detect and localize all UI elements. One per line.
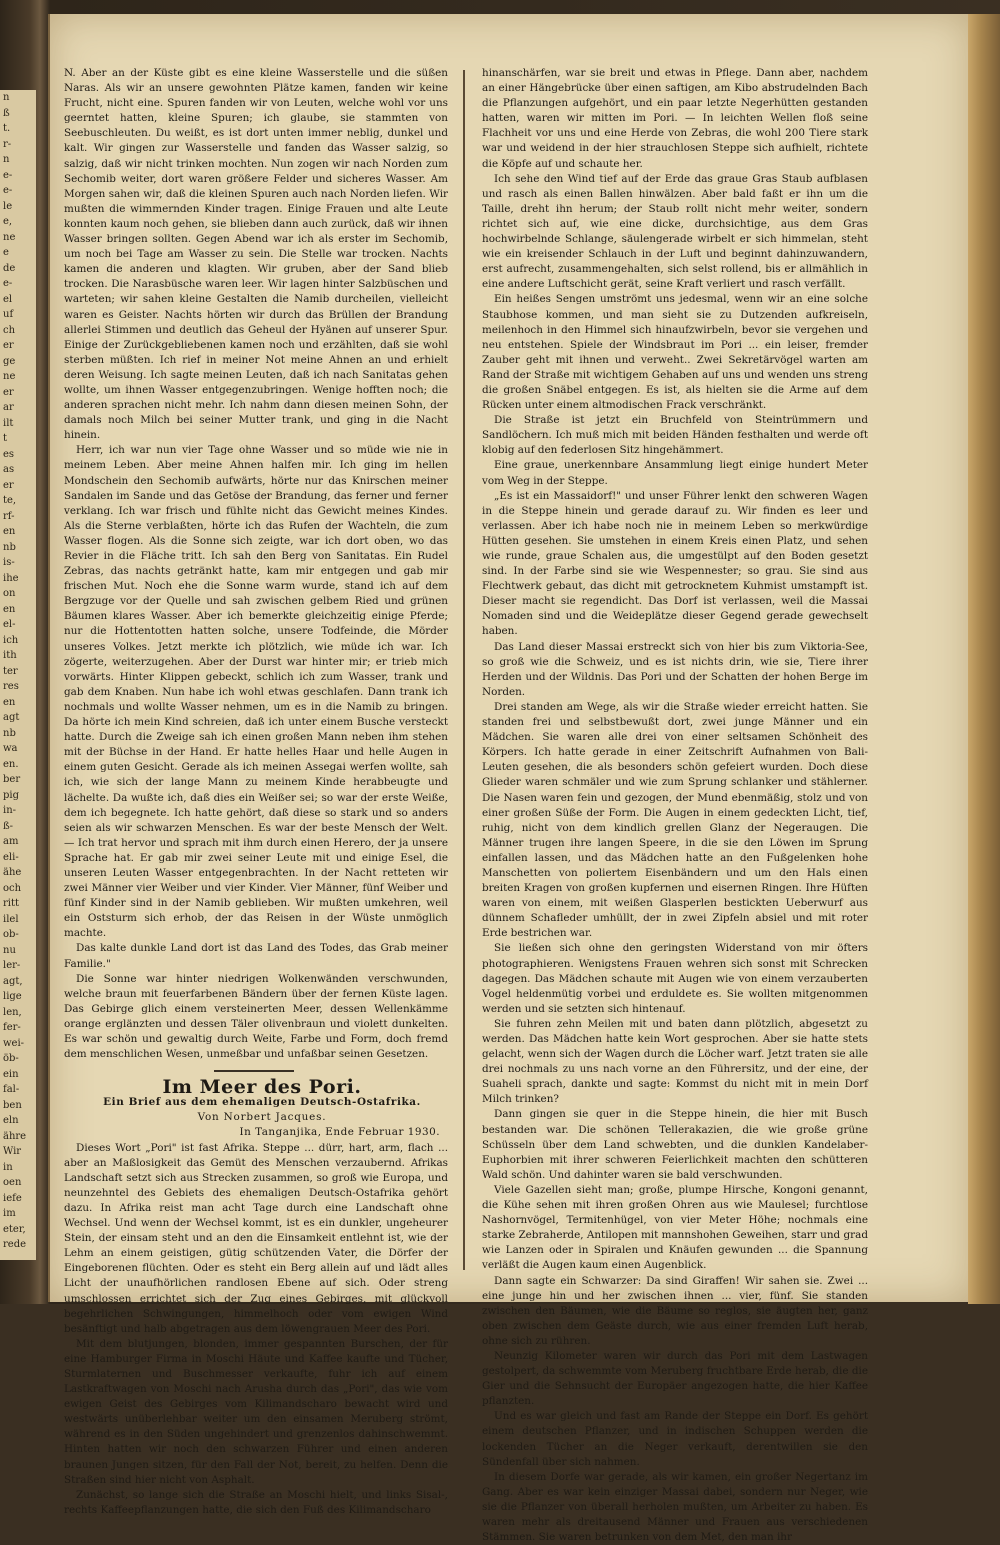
left-column <box>64 66 448 1518</box>
article-author: Von Norbert Jacques. <box>197 1111 327 1124</box>
prev-page-fragment: ter <box>3 665 18 677</box>
prev-page-fragment: te, <box>3 495 17 506</box>
prev-page-fragment: ler- <box>3 960 21 971</box>
paragraph: Sie fuhren zehn Meilen mit und baten dann plötzlich, abgesetzt zu werden. Das Mädchen hatte kein Wort gesprochen. Aber sie hatte stets gelacht, wenn sich der Wagen durch die Löcher warf. Jetzt traten sie alle drei nochmals zu uns nach vorne an den Führersitz, und der eine, der Suaheli sprach, dankte und sagte: Kommst du nicht mit in mein Dorf Milch trinken? <box>482 1017 868 1106</box>
paragraph: In diesem Dorfe war gerade, als wir kamen, ein großer Negertanz im Gang. Aber es war kein einziger Massai dabei, sondern nur Neger, wie sie die Pflanzer von überall herholen mußten, um Arbeiter zu haben. Es waren mehr als dreitausend Männer und Frauen aus verschiedenen Stämmen. Sie waren betrunken von dem Met, den man ihr <box>482 1470 868 1544</box>
prev-page-fragment: n <box>3 92 10 103</box>
prev-page-fragment: ähre <box>3 1130 27 1142</box>
prev-page-fragment: e- <box>3 185 13 196</box>
prev-page-fragment: ne <box>3 371 16 382</box>
prev-page-fragment: ilel <box>3 913 19 925</box>
prev-page-fragment: ge <box>3 355 16 367</box>
prev-page-fragment: er <box>3 386 14 398</box>
paragraph: Viele Gazellen sieht man; große, plumpe Hirsche, Kongoni genannt, die Kühe sehen mit ihren großen Ohren aus wie Maulesel; furchtlose Nashornvögel, Termitenhügel, von vier Meter Höhe; nochmals eine starke Zebraherde, Antilopen mit mannshohen Geweihen, starr und grad wie Lanzen oder in Spiralen und Knäufen gewunden ... die Spannung verläßt die Augen kaum einen Augenblick. <box>482 1183 868 1272</box>
prev-page-fragment: ritt <box>3 898 20 909</box>
prev-page-fragment: de <box>3 262 16 274</box>
paragraph: Drei standen am Wege, als wir die Straße wieder erreicht hatten. Sie standen frei und selbstbewußt dort, zwei junge Männer und ein Mädchen. Sie waren alle drei von einer seltsamen Schönheit des Körpers. Ich hatte gerade in einer Zeitschrift Aufnahmen von Bali-Leuten gesehen, die als besonders schön gefeiert wurden. Doch diese Glieder waren schmäler und wie zum Sprung schlanker und stählerner. Die Nasen waren fein und gezogen, der Mund ebenmäßig, stolz und von einer großen Süße der Form. Die Augen in einem gedeckten Licht, tief, ruhig, nicht von dem kindlich grellen Glanz der Negeraugen. Die Männer trugen ihre langen Speere, in die sie den Löwen im Sprung einfallen lassen, und das Mädchen hatte an den Fußgelenken hohe Manschetten von poliertem Eisenbändern und um den Hals einen breiten Kragen von großen kupfernen und eisernen Ringen. Ihre Hüften waren von einem, mit weißen Glasperlen bestickten Ueberwurf aus dünnem Schafleder umhüllt, der in zwei Zipfeln absiel und mit roter Erde bestrichen war. <box>482 700 868 940</box>
prev-page-fragment: eli- <box>3 851 19 863</box>
prev-page-fragment: en. <box>3 758 19 770</box>
prev-page-fragment: e <box>3 247 9 258</box>
article-separator <box>64 1062 448 1080</box>
paragraph: Das kalte dunkle Land dort ist das Land des Todes, das Grab meiner Familie." <box>64 942 448 970</box>
prev-page-fragment: nb <box>3 727 16 739</box>
prev-page-fragment: on <box>3 588 16 599</box>
prev-page-fragment: res <box>3 681 19 692</box>
prev-page-fragment: ne <box>3 231 16 243</box>
prev-page-fragment: Wir <box>3 1146 22 1157</box>
left-story-continuation <box>64 66 448 1062</box>
paragraph: Das Land dieser Massai erstreckt sich von hier bis zum Viktoria-See, so groß wie die Schweiz, und es ist nichts drin, wie sie, Tiere ihrer Herden und der Wildnis. Das Pori und der Schatten der hohen Berge im Norden. <box>482 640 868 698</box>
prev-page-fragment: och <box>3 882 22 894</box>
paragraph: Neunzig Kilometer waren wir durch das Pori mit dem Lastwagen gestolpert, da schwemmte vom Meruberg fruchtbare Erde herab, die die Gier und die Sehnsucht der Europäer angezogen hatte, die hier Kaffee pflanzten. <box>482 1349 868 1408</box>
prev-page-fragment: wa <box>3 743 18 754</box>
prev-page-fragment: rede <box>3 1239 27 1250</box>
prev-page-fragment: nu <box>3 944 16 956</box>
prev-page-fragment: uf <box>3 309 14 320</box>
prev-page-fragment: el <box>3 293 13 305</box>
paragraph: Die Straße ist jetzt ein Bruchfeld von Steintrümmern und Sandlöchern. Ich muß mich mit beiden Händen festhalten und werde oft klobig auf den federlosen Sitz hingehämmert. <box>482 414 868 457</box>
prev-page-fragment: oen <box>3 1177 22 1188</box>
article-subtitle: Ein Brief aus dem ehemaligen Deutsch-Ostafrika. <box>103 1096 421 1109</box>
prev-page-fragment: ch <box>3 324 16 336</box>
prev-page-fragment: agt, <box>3 975 23 987</box>
prev-page-fragment: n <box>3 154 10 165</box>
prev-page-fragment: t <box>3 433 8 444</box>
previous-page-edge <box>0 90 36 1260</box>
prev-page-fragment: eter, <box>3 1223 26 1235</box>
prev-page-fragment: lige <box>3 991 22 1002</box>
prev-page-fragment: im <box>3 1208 16 1219</box>
prev-page-fragment: eln <box>3 1115 19 1126</box>
prev-page-fragment: iefe <box>3 1192 22 1204</box>
prev-page-fragment: e- <box>3 169 13 181</box>
prev-page-fragment: en <box>3 696 16 708</box>
prev-page-fragment: in- <box>3 805 17 816</box>
prev-page-fragment: er <box>3 479 14 491</box>
prev-page-fragment: ilt <box>3 417 14 429</box>
prev-page-fragment: e- <box>3 278 13 289</box>
prev-page-fragment: ihe <box>3 572 19 584</box>
prev-page-fragment: agt <box>3 712 20 723</box>
prev-page-fragment: ith <box>3 650 17 661</box>
article-body <box>64 1141 448 1518</box>
paragraph: Und es war gleich und fast am Rande der Steppe ein Dorf. Es gehört einem deutschen Pflanzer, und in indischen Schuppen werden die lockenden Tücher an die Neger verkauft, derentwillen sie den Sündenfall über sich nahmen. <box>482 1410 868 1468</box>
prev-page-fragment: t. <box>3 123 11 134</box>
paragraph: „Es ist ein Massaidorf!" und unser Führer lenkt den schweren Wagen in die Steppe hinein und gerade darauf zu. Wir finden es leer und verlassen. Aber ich habe noch nie in meinem Leben so merkwürdige Hütten gesehen. Sie umstehen in einem Kreis einen Platz, und sehen wie runde, graue Schalen aus, die umgestülpt auf den Boden gesetzt sind. In der Farbe sind sie wie Wespennester; so grau. Sie sind aus Flechtwerk gebaut, das dicht mit getrocknetem Kuhmist umstampft ist. Dieser macht sie regendicht. Das Dorf ist verlassen, weil die Massai Nomaden sind und die Weideplätze dieser Gegend gerade gewechselt haben. <box>482 489 868 638</box>
prev-page-fragment: ß- <box>3 820 14 832</box>
prev-page-fragment: ß <box>3 107 10 119</box>
paragraph: Ich sehe den Wind tief auf der Erde das graue Gras Staub aufblasen und rasch als einen Ballen hinwälzen. Aber bald faßt er ihn um die Taille, dreht ihn herum; der Staub rollt nicht mehr weiter, sondern richtet sich auf, wie eine dicke, durchsichtige, aus dem Gras hochwirbelnde Schlange, säulengerade wirbelt er sich himmelan, steht wie ein kreisender Schlauch in der Luft und beginnt dahinzuwandern, erst aufrecht, zusammengehalten, sich selst rollend, bis er allmählich in eine andere Luftschicht gerät, seine Kraft verliert und rasch verfällt. <box>482 172 868 291</box>
prev-page-fragment: in <box>3 1161 13 1173</box>
column-divider <box>463 70 465 1270</box>
prev-page-fragment: er <box>3 340 14 351</box>
prev-page-fragment: wei- <box>3 1037 25 1049</box>
page-edge <box>968 14 1000 1304</box>
prev-page-fragment: el- <box>3 619 16 630</box>
prev-page-fragment: ar <box>3 402 14 413</box>
paragraph: Herr, ich war nun vier Tage ohne Wasser und so müde wie nie in meinem Leben. Aber meine Ahnen halfen mir. Ich ging im hellen Mondschein den Sechomib aufwärts, hörte nur das Knirschen meiner Sandalen im Sande und das Getöse der Brandung, das ferner und ferner verklang. Ich war frisch und fühlte nicht das Gewicht meines Kindes. Als die Sterne verblaßten, hörte ich das Rufen der Wachteln, die zum Wasser flogen. Als die Sonne sich zeigte, war ich dort oben, wo das Revier in die Fläche tritt. Ich sah den Berg von Sanitatas. Ein Rudel Zebras, das nachts getränkt hatte, kam mir entgegen und gab mir frischen Mut. Noch ehe die Sonne warm wurde, stand ich auf dem Bergzuge vor der Quelle und sah zwischen gelbem Ried und grünen Bäumen klares Wasser. Aber ich bemerkte gleichzeitig einige Pferde; nur die Hottentotten hatten solche, unsere Todfeinde, die Mörder unseres Volkes. Jetzt merkte ich plötzlich, wie müde ich war. Ich zögerte, weiterzugehen. Aber der Durst war hinter mir; er trieb mich vorwärts. Hinter Klippen gebeckt, schlich ich zum Wasser, trank und gab dem Knaben. Nun habe ich wohl etwas geschlafen. Dann trank ich nochmals und wollte Wasser nehmen, um es in die Namib zu bringen. Da hörte ich mein Kind schreien, daß ich unter einem Busche versteckt hatte. Durch die Zweige sah ich einen großen Mann neben ihm stehen mit der Büchse in der Hand. Er hatte helles Haar und helle Augen in einem guten Gesicht. Gerade als ich meinen Assegai werfen wollte, sah ich, wie sich der lange Mann zu meinem Kinde herabbeugte und lächelte. Da wußte ich, daß dies ein Weißer sei; so war der erste Weiße, dem ich begegnete. Ich hatte gehört, daß diese so stark und so anders seien als wir schwarzen Menschen. Es war der beste Mensch der Welt. — Ich trat hervor und sprach mit ihm durch einen Herero, der ja unsere Sprache hat. Er gab mir zwei seiner Leute mit und einige Esel, die unseren Leuten Wasser entgegenbrachten. In der Nacht retteten wir zwei Männer vier Weiber und vier Kinder. Vier Männer, fünf Weiber und fünf Kinder sind in der Namib geblieben. Wir mußten umkehren, weil ein Oststurm sich erhob, der das Reisen in der Wüste unmöglich machte. <box>64 444 448 940</box>
prev-page-fragment: ben <box>3 1099 22 1111</box>
prev-page-fragment: es <box>3 448 15 460</box>
prev-page-fragment: as <box>3 464 15 475</box>
article-title: Im Meer des Pori. <box>162 1076 362 1099</box>
paragraph: Zunächst, so lange sich die Straße an Moschi hielt, und links Sisal-, rechts Kaffeepflanzungen hatte, die sich den Fuß des Kilimandscharo <box>64 1488 448 1516</box>
prev-page-fragment: r- <box>3 138 12 150</box>
prev-page-fragment: pig <box>3 789 20 801</box>
prev-page-fragment: ob- <box>3 929 19 940</box>
prev-page-fragment: fal- <box>3 1084 20 1095</box>
prev-page-fragment: len, <box>3 1006 22 1018</box>
prev-page-fragment: ein <box>3 1068 19 1080</box>
article-body-continued <box>482 66 868 1545</box>
prev-page-fragment: en <box>3 603 16 615</box>
article-dateline: In Tanganjika, Ende Februar 1930. <box>239 1126 440 1139</box>
paragraph: Sie ließen sich ohne den geringsten Widerstand von mir öfters photographieren. Wenigstens Frauen wehren sich sonst mit Schrecken dagegen. Das Mädchen schaute mit Augen wie von einem verzauberten Vogel heldenmütig vorbei und erduldete es. Sie wollten mitgenommen werden und sie setzten sich hintenauf. <box>482 942 868 1015</box>
paragraph: Dann sagte ein Schwarzer: Da sind Giraffen! Wir sahen sie. Zwei ... eine junge hin und her zwischen ihnen ... vier, fünf. Sie standen zwischen den Bäumen, wie die Bäume so reglos, sie äugten her, ganz oben zwischen dem Geäste durch, wie aus einer fremden Luft herab, ohne sich zu rühren. <box>482 1274 868 1347</box>
prev-page-fragment: en <box>3 526 16 537</box>
prev-page-fragment: le <box>3 200 13 212</box>
prev-page-fragment: ich <box>3 634 19 646</box>
prev-page-fragment: e, <box>3 216 13 227</box>
paragraph: Eine graue, unerkennbare Ansammlung liegt einige hundert Meter vom Weg in der Steppe. <box>482 459 868 487</box>
prev-page-fragment: fer- <box>3 1022 21 1033</box>
prev-page-fragment: rf- <box>3 510 15 522</box>
prev-page-fragment: ber <box>3 774 21 785</box>
paragraph: N. Aber an der Küste gibt es eine kleine Wasserstelle und die süßen Naras. Als wir an unsere gewohnten Plätze kamen, fanden wir keine Frucht, nicht eine. Spuren fanden wir von Leuten, welche wohl vor uns geerntet hatten, kleine Spuren; ich glaube, sie stammten von Seebuschleuten. Du weißt, es ist dort unten immer neblig, dunkel und kalt. Wir gingen zur Wasserstelle und fanden das Wasser salzig, so salzig, daß wir nicht trinken mochten. Nun zogen wir nach Norden zum Sechomib weiter, dort waren größere Felder und sicheres Wasser. Am Morgen sahen wir, daß die kleinen Spuren auch nach Norden liefen. Wir mußten die wimmernden Kinder tragen. Einige Frauen und alte Leute konnten kaum noch gehen, sie blieben dann auch zurück, daß wir ihnen Wasser bringen sollten. Gegen Abend war ich als erster im Sechomib, um noch bei Tage am Wasser zu sein. Die Stelle war trocken. Nachts kamen die anderen und klagten. Wir gruben, aber der Sand blieb trocken. Die Narasbüsche waren leer. Wir lagen hinter Salzbüschen und warteten; wir sahen kleine Gestalten die Namib durcheilen, vielleicht waren es Geister. Nachts hörten wir durch das Brüllen der Brandung allerlei Stimmen und deutlich das Geheul der Hyänen auf unserer Spur. Einige der Zurückgebliebenen kamen noch und erzählten, daß sie wohl sterben müßten. Ich rief in meiner Not meine Ahnen an und erhielt deren Weisung. Ich sagte meinen Leuten, daß ich nach Sanitatas gehen wollte, um ihnen Wasser entgegenzubringen. Wenige hofften noch; die anderen sprachen nicht mehr. Ich nahm dann diesen meinen Sohn, der damals noch Milch bei seiner Mutter trank, und ging in die Nacht hinein. <box>64 67 448 442</box>
paragraph: Die Sonne war hinter niedrigen Wolkenwänden verschwunden, welche braun mit feuerfarbenen Bändern über der fernen Küste lagen. Das Gebirge glich einem versteinerten Meer, dessen Wellenkämme orange erglänzten und dessen Täler olivenbraun und violett dunkelten. Es war schön und gewaltig durch Weite, Farbe und Form, doch fremd dem menschlichen Wesen, unmeßbar und unfaßbar seinen Gesetzen. <box>64 972 448 1061</box>
paragraph: Dann gingen sie quer in die Steppe hinein, die hier mit Busch bestanden war. Die schönen Tellerakazien, die wie große grüne Schüsseln über dem Land schwebten, und die dunklen Kandelaber-Euphorbien mit ihrer schweren Feierlichkeit machten den schütteren Wald schön. Und dahinter waren sie bald verschwunden. <box>482 1108 868 1181</box>
prev-page-fragment: nb <box>3 541 16 553</box>
right-column <box>482 66 868 1545</box>
prev-page-fragment: is- <box>3 557 15 568</box>
prev-page-fragment: öb- <box>3 1053 19 1064</box>
paragraph: Mit dem blutjungen, blonden, immer gespannten Burschen, der für eine Hamburger Firma in Moschi Häute und Kaffee kaufte und Tücher, Sturmlaternen und Buschmesser verkaufte, fuhr ich auf einem Lastkraftwagen von Moschi nach Arusha durch das „Pori", das wie vom ewigen Geist des Gebirges vom Kilimandscharo bewacht wird und westwärts unüberlehbar weiter um den einsamen Meruberg strömt, während es in den Süden ungehindert und grenzenlos dahinschwemmt. Hinten hatten wir noch den schwarzen Führer und einen anderen braunen Jungen sitzen, für den Fall der Not, bereit, zu helfen. Denn die Straßen sind hier nicht von Asphalt. <box>64 1337 448 1486</box>
prev-page-fragment: am <box>3 836 19 847</box>
paragraph: Dieses Wort „Pori" ist fast Afrika. Steppe ... dürr, hart, arm, flach ... aber an Maßlosigkeit das Gemüt des Menschen verzaubernd. Afrikas Landschaft setzt sich aus Strecken zusammen, so groß wie Europa, und neunzehntel des Gebiets des ehemaligen Deutsch-Ostafrika gehört dazu. In Afrika reist man acht Tage durch eine Landschaft ohne Wechsel. Und wenn der Wechsel kommt, ist es ein dunkler, ungeheurer Stein, der einsam steht und an den die Einsamkeit entlehnt ist, wie der Lehm an einem geistigen, gütig schützenden Vater, die Dörfer der Eingeborenen flüchten. Oder es steht ein Berg allein auf und lädt alles Licht der unaufhörlichen randlosen Ebene auf sich. Oder streng umschlossen errichtet sich der Zug eines Gebirges, mit glückvoll begehrlichen Schwingungen, himmelhoch oder vom ewigen Wind besänftigt und halb abgetragen aus dem löwengrauen Meer des Pori. <box>64 1141 448 1335</box>
paragraph: hinanschärfen, war sie breit und etwas in Pflege. Dann aber, nachdem an einer Hängebrücke über einen saftigen, am Kibo abstrudelnden Bach die Pflanzungen aufgehört, und ein paar letzte Negerhütten gestanden hatten, waren wir mitten im Pori. — In leichten Wellen floß seine Flachheit vor uns und eine Herde von Zebras, die wohl 200 Tiere stark war und weidend in der hier strauchlosen Steppe sich aufhielt, richtete die Köpfe auf und schaute her. <box>482 67 868 170</box>
paragraph: Ein heißes Sengen umströmt uns jedesmal, wenn wir an eine solche Staubhose kommen, und man sieht sie zu Dutzenden aufkreiseln, meilenhoch in den Himmel sich hinaufzwirbeln, bevor sie vergehen und neu entstehen. Spiele der Windsbraut im Pori ... ein leiser, fremder Zauber geht mit ihnen und verweht.. Zwei Sekretärvögel warten am Rand der Straße mit wichtigem Gehaben auf uns und wenden uns streng die großen Snäbel entgegen. Es ist, als hielten sie die Arme auf dem Rücken unter einem altmodischen Frack verschränkt. <box>482 293 868 412</box>
prev-page-fragment: ähe <box>3 867 22 878</box>
